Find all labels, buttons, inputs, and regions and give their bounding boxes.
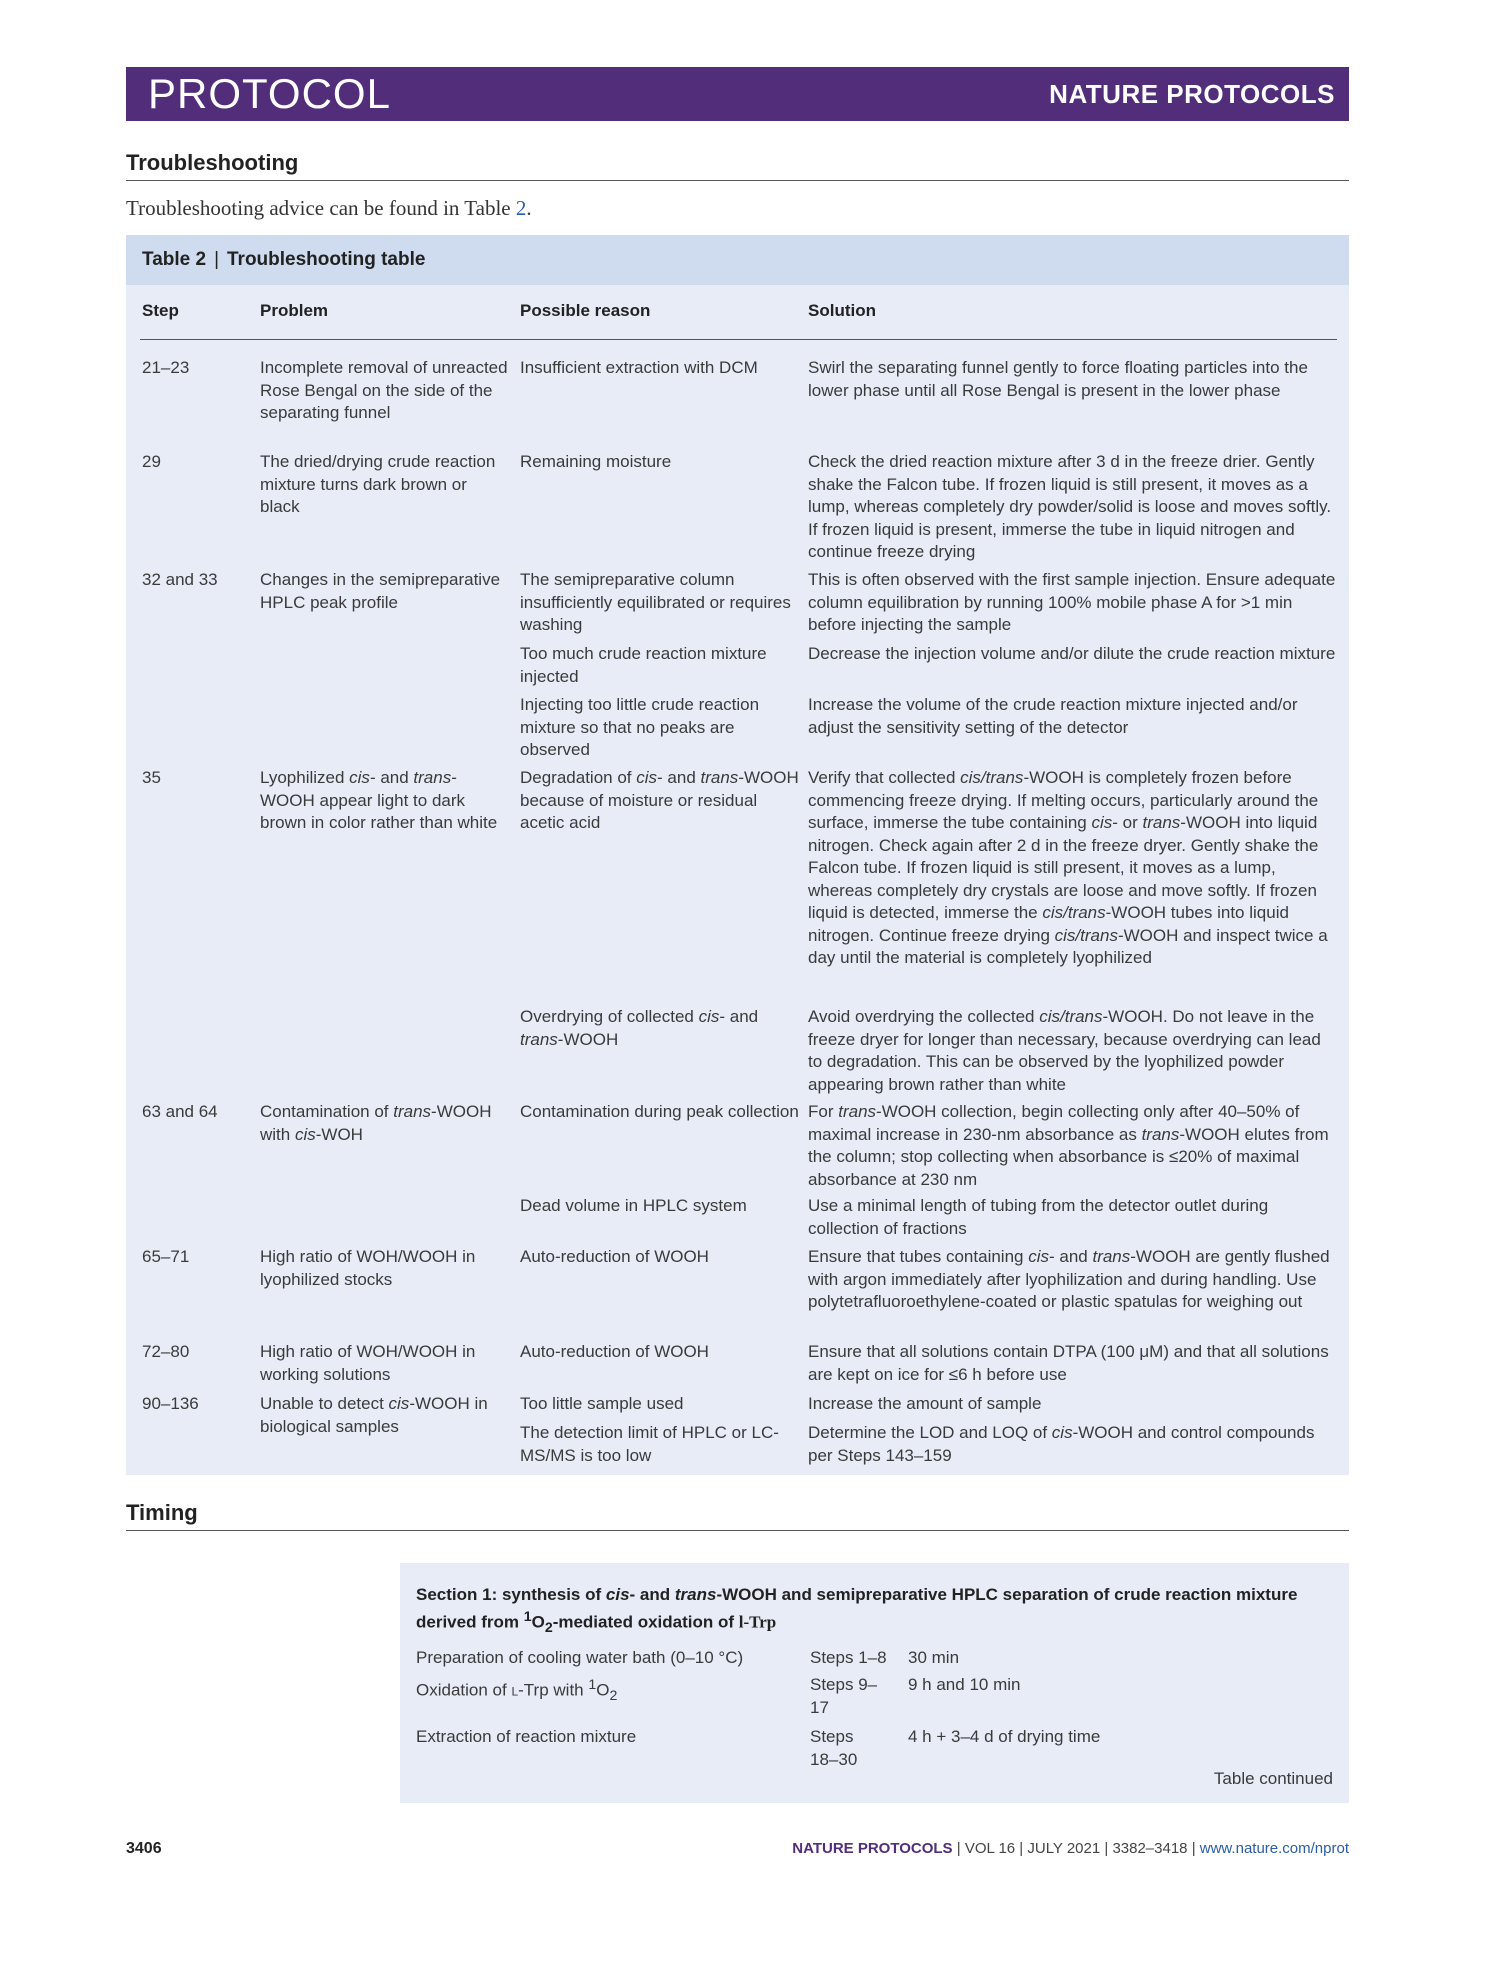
row-problem: Unable to detect cis-WOOH in biological samples <box>260 1394 488 1436</box>
row-step: 63 and 64 <box>142 1102 218 1121</box>
banner-journal: NATURE PROTOCOLS <box>1049 78 1335 109</box>
row-problem: The dried/drying crude reaction mixture turns dark brown or black <box>260 452 496 516</box>
row-step: 21–23 <box>142 358 190 377</box>
troubleshooting-table <box>126 235 1349 1475</box>
row-reason: Degradation of cis- and trans-WOOH because of moisture or residual acetic acid <box>520 768 799 832</box>
troubleshooting-intro: Troubleshooting advice can be found in Table 2. <box>126 196 532 220</box>
footer-citation: NATURE PROTOCOLS | VOL 16 | JULY 2021 | 3382–3418 | www.nature.com/nprot <box>792 1840 1349 1857</box>
timing-time: 30 min <box>908 1648 960 1667</box>
row-reason: Auto-reduction of WOOH <box>520 1342 709 1361</box>
row-reason: Too little sample used <box>520 1394 684 1413</box>
row-reason: Auto-reduction of WOOH <box>520 1247 709 1266</box>
row-reason: Dead volume in HPLC system <box>520 1196 747 1215</box>
row-problem: Incomplete removal of unreacted Rose Bengal on the side of the separating funnel <box>260 358 508 422</box>
row-reason: Too much crude reaction mixture injected <box>520 644 767 686</box>
journal-url-link[interactable]: www.nature.com/nprot <box>1199 1840 1349 1857</box>
troubleshooting-heading: Troubleshooting <box>126 150 1349 181</box>
row-solution: Ensure that tubes containing cis- and trans-WOOH are gently flushed with argon immediately after lyophilization and during handling. Use polytetrafluoroethylene-coated or plastic spatulas for weighing out <box>808 1247 1330 1311</box>
header-problem: Problem <box>260 301 329 320</box>
row-problem: Contamination of trans-WOOH with cis-WOH <box>260 1102 492 1144</box>
row-reason: Injecting too little crude reaction mixture so that no peaks are observed <box>520 695 760 759</box>
timing-activity: Oxidation of l-Trp with $^1O_2$ <box>416 1677 618 1705</box>
row-solution: Decrease the injection volume and/or dilute the crude reaction mixture <box>808 644 1336 663</box>
row-solution: Determine the LOD and LOQ of cis-WOOH and control compounds per Steps 143–159 <box>808 1423 1315 1465</box>
row-solution: Increase the volume of the crude reaction mixture injected and/or adjust the sensitivity setting of the detector <box>808 695 1298 737</box>
row-problem: High ratio of WOH/WOOH in working solutions <box>260 1342 476 1384</box>
row-reason: Remaining moisture <box>520 452 672 471</box>
row-step: 72–80 <box>142 1342 190 1361</box>
row-reason: The detection limit of HPLC or LC-MS/MS is too low <box>520 1423 779 1465</box>
row-step: 32 and 33 <box>142 570 218 589</box>
row-solution: This is often observed with the first sample injection. Ensure adequate column equilibration by running 100% mobile phase A for >1 min before injecting the sample <box>808 570 1336 634</box>
row-solution: Verify that collected cis/trans-WOOH is completely frozen before commencing freeze drying. If melting occurs, particularly around the surface, immerse the tube containing cis- or trans-WOOH into liquid nitrogen. Check again after 2 d in the freeze dryer. Gently shake the Falcon tube. If frozen liquid is still present, it moves as a lump, whereas completely dry crystals are loose and move softly. If frozen liquid is detected, immerse the cis/trans-WOOH tubes into liquid nitrogen. Continue freeze drying cis/trans-WOOH and inspect twice a day until the material is completely lyophilized <box>808 768 1328 967</box>
timing-activity: Preparation of cooling water bath (0–10 °C) <box>416 1648 744 1667</box>
row-solution: Increase the amount of sample <box>808 1394 1042 1413</box>
table-title: Table 2 | Troubleshooting table <box>126 235 1349 285</box>
row-solution: Avoid overdrying the collected cis/trans-WOOH. Do not leave in the freeze dryer for longer than necessary, because overdrying can lead to degradation. This can be observed by the lyophilized powder appearing brown rather than white <box>808 1007 1321 1094</box>
row-reason: Contamination during peak collection <box>520 1102 799 1121</box>
timing-time: 4 h + 3–4 d of drying time <box>908 1727 1101 1746</box>
timing-steps: Steps 1–8 <box>810 1648 887 1667</box>
page-number: 3406 <box>126 1840 162 1857</box>
timing-steps: Steps 9–17 <box>810 1675 878 1717</box>
table-ref-link[interactable]: 2 <box>515 196 527 220</box>
header-rule <box>140 339 1337 340</box>
row-reason: Insufficient extraction with DCM <box>520 358 758 377</box>
row-problem: High ratio of WOH/WOOH in lyophilized stocks <box>260 1247 476 1289</box>
row-solution: Check the dried reaction mixture after 3 d in the freeze drier. Gently shake the Falcon tube. If frozen liquid is still present, it moves as a lump, whereas completely dry powder/solid is loose and moves softly. If frozen liquid is present, immerse the tube in liquid nitrogen and continue freeze drying <box>808 452 1332 561</box>
row-reason: Overdrying of collected cis- and trans-WOOH <box>520 1007 759 1049</box>
row-step: 35 <box>142 768 161 787</box>
timing-section-title: Section 1: synthesis of cis- and trans-WOOH and semipreparative HPLC separation of crude reaction mixture derived from $^1O_2$-mediated oxidation of l-Trp <box>416 1585 1298 1637</box>
timing-table <box>400 1563 1349 1803</box>
row-step: 29 <box>142 452 161 471</box>
timing-time: 9 h and 10 min <box>908 1675 1021 1694</box>
row-problem: Changes in the semipreparative HPLC peak profile <box>260 570 501 612</box>
row-solution: Use a minimal length of tubing from the detector outlet during collection of fractions <box>808 1196 1269 1238</box>
row-step: 90–136 <box>142 1394 199 1413</box>
row-problem: Lyophilized cis- and trans-WOOH appear light to dark brown in color rather than white <box>260 768 498 832</box>
header-step: Step <box>142 301 179 320</box>
header-reason: Possible reason <box>520 301 651 320</box>
table-continued: Table continued <box>1213 1769 1333 1788</box>
row-solution: Swirl the separating funnel gently to force floating particles into the lower phase until all Rose Bengal is present in the lower phase <box>808 358 1308 400</box>
timing-heading: Timing <box>126 1500 1349 1531</box>
banner-protocol: PROTOCOL <box>148 70 391 117</box>
timing-activity: Extraction of reaction mixture <box>416 1727 637 1746</box>
header-banner <box>126 67 1349 121</box>
row-solution: For trans-WOOH collection, begin collecting only after 40–50% of maximal increase in 230-nm absorbance as trans-WOOH elutes from the column; stop collecting when absorbance is ≤20% of maximal absorbance at 230 nm <box>808 1102 1329 1189</box>
row-solution: Ensure that all solutions contain DTPA (100 μM) and that all solutions are kept on ice for ≤6 h before use <box>808 1342 1329 1384</box>
row-reason: The semipreparative column insufficiently equilibrated or requires washing <box>520 570 791 634</box>
row-step: 65–71 <box>142 1247 190 1266</box>
header-solution: Solution <box>808 301 876 320</box>
timing-steps: Steps 18–30 <box>810 1727 858 1769</box>
